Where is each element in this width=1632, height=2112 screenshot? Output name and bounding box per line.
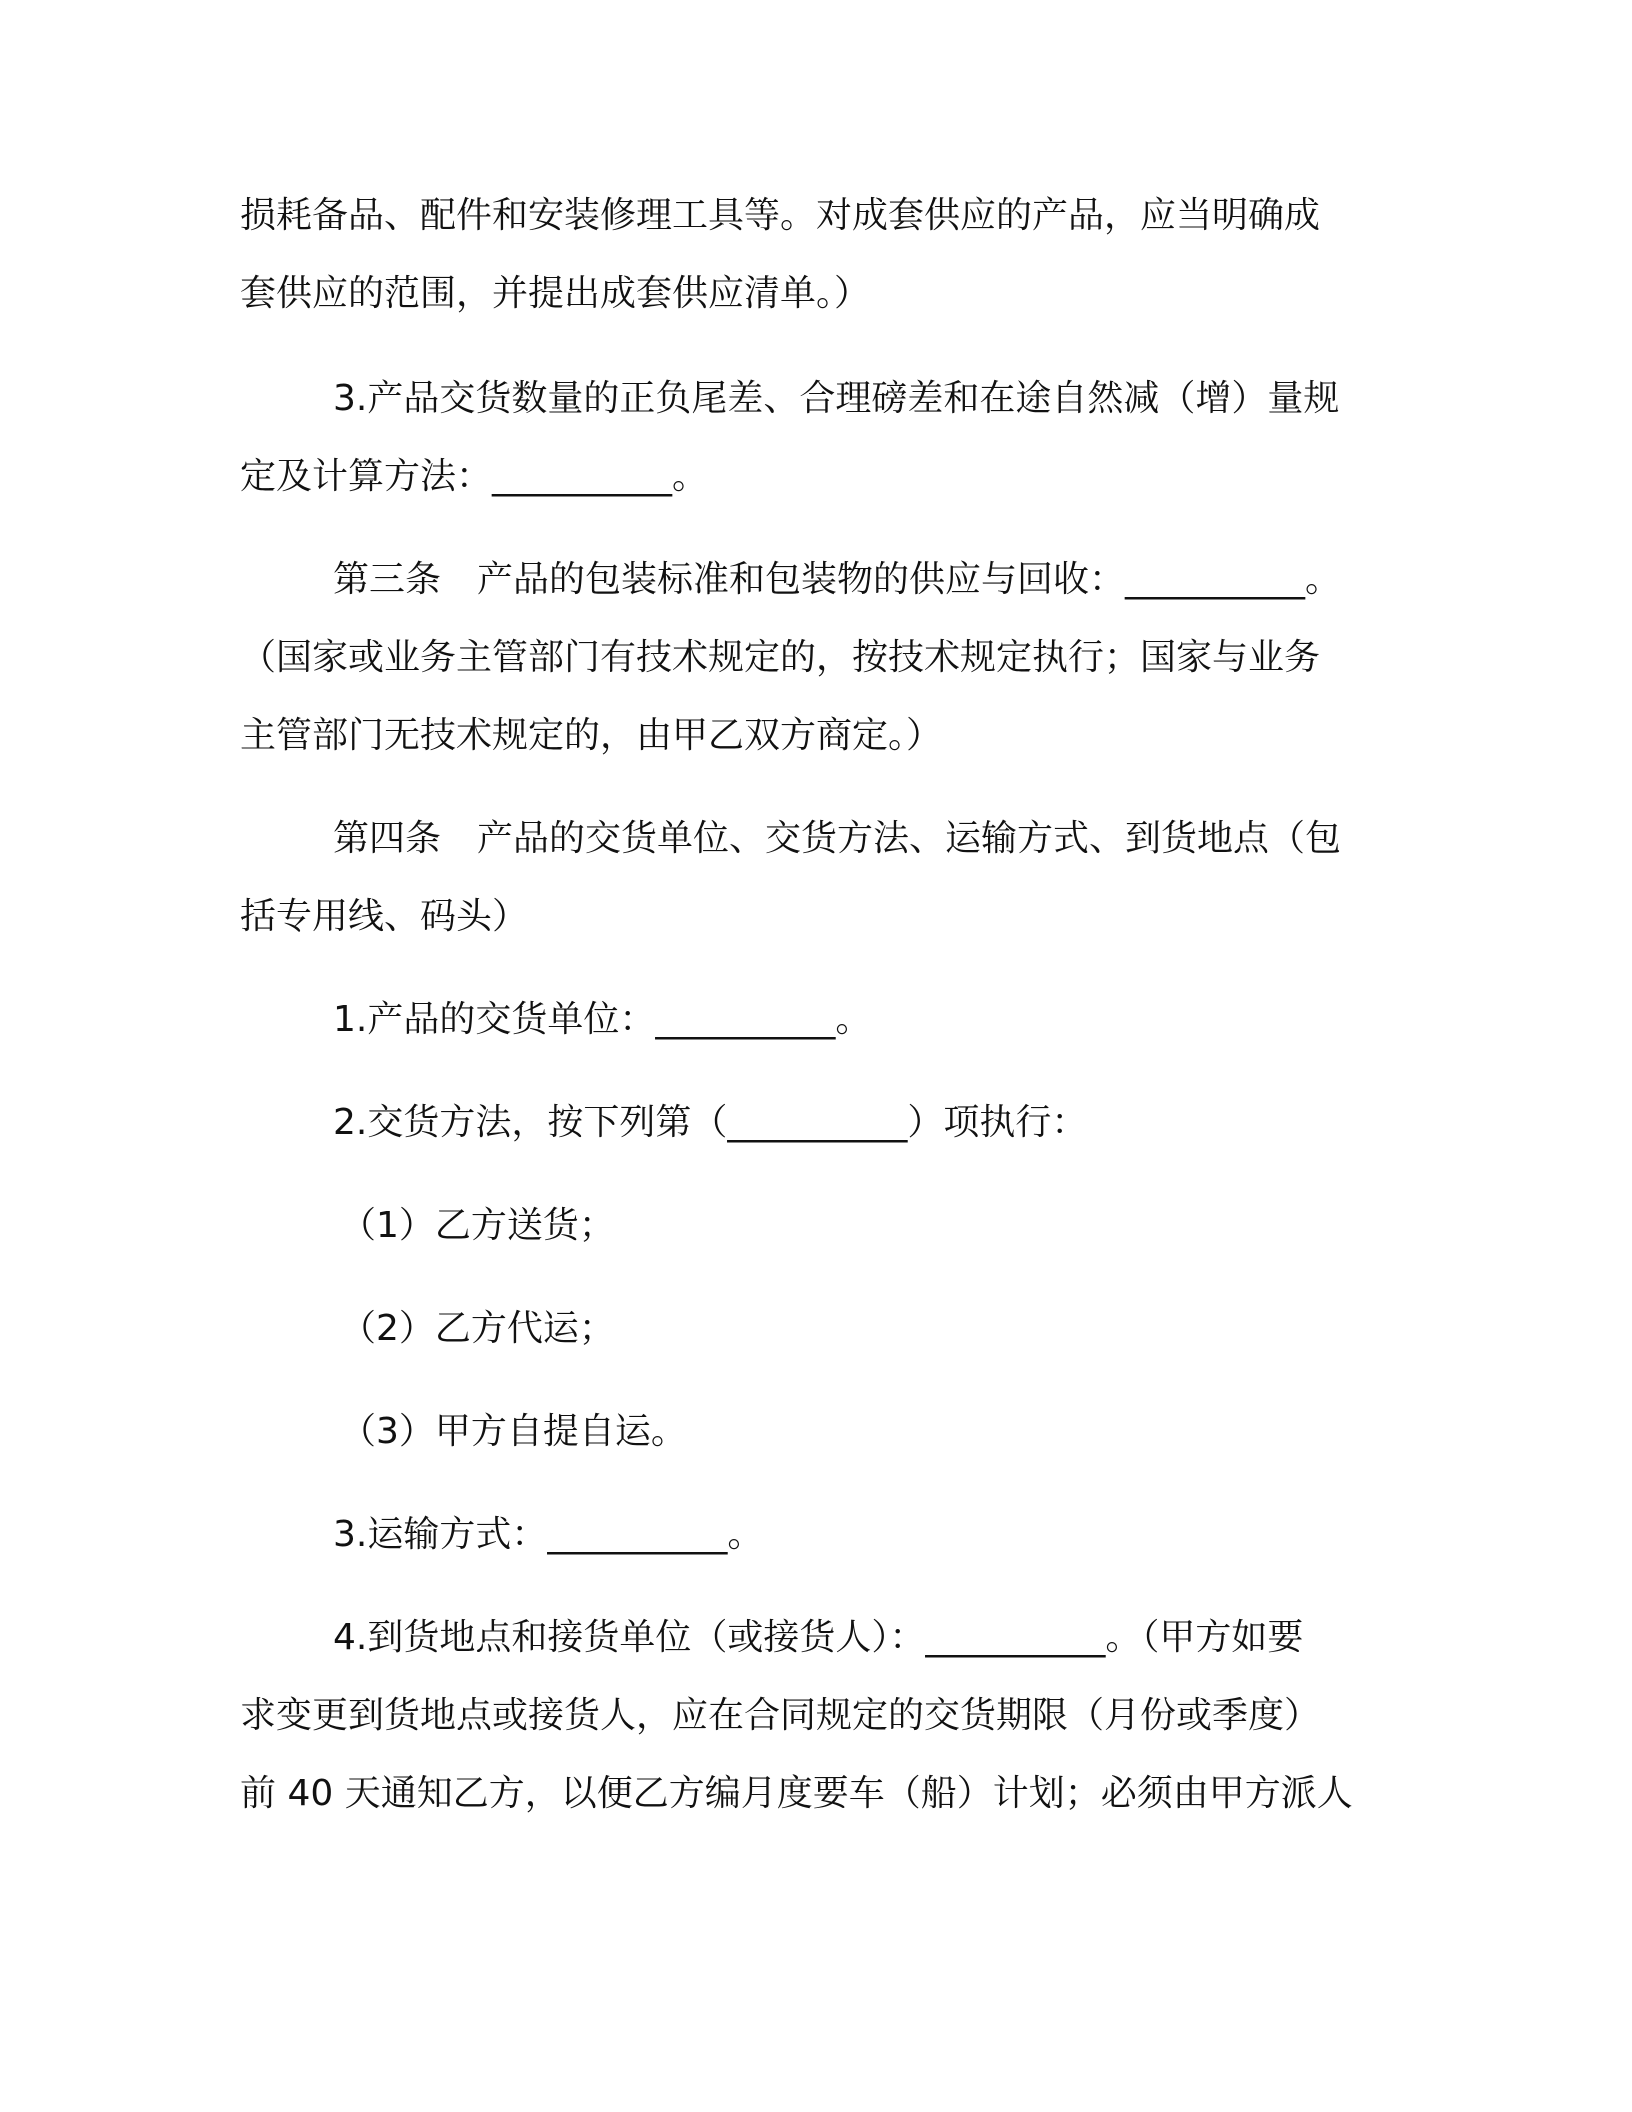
text-line-18: 前 40 天通知乙方，以便乙方编月度要车（船）计划；必须由甲方派人 [240,1773,1353,1814]
text-line-15: 3.运输方式：__________。 [333,1514,764,1555]
text-line-9: 括专用线、码头） [240,896,529,937]
text-line-16: 4.到货地点和接货单位（或接货人）：__________。（甲方如要 [333,1617,1304,1658]
text-line-3: 3.产品交货数量的正负尾差、合理磅差和在途自然减（增）量规 [333,378,1340,419]
text-line-6: （国家或业务主管部门有技术规定的，按技术规定执行；国家与业务 [240,637,1321,678]
text-line-7: 主管部门无技术规定的，由甲乙双方商定。） [240,715,943,756]
text-line-13: （2）乙方代运； [340,1308,615,1349]
text-line-8: 第四条 产品的交货单位、交货方法、运输方式、到货地点（包 [333,818,1342,859]
text-line-5: 第三条 产品的包装标准和包装物的供应与回收：__________。 [333,559,1342,600]
text-line-12: （1）乙方送货； [340,1205,615,1246]
text-line-4: 定及计算方法：__________。 [240,456,709,497]
text-line-1: 损耗备品、配件和安装修理工具等。对成套供应的产品，应当明确成 [240,195,1321,236]
text-line-11: 2.交货方法，按下列第（__________）项执行： [333,1102,1088,1143]
text-line-10: 1.产品的交货单位：__________。 [333,999,872,1040]
text-line-2: 套供应的范围，并提出成套供应清单。） [240,273,871,314]
text-line-17: 求变更到货地点或接货人，应在合同规定的交货期限（月份或季度） [240,1695,1321,1736]
text-line-14: （3）甲方自提自运。 [340,1411,687,1452]
